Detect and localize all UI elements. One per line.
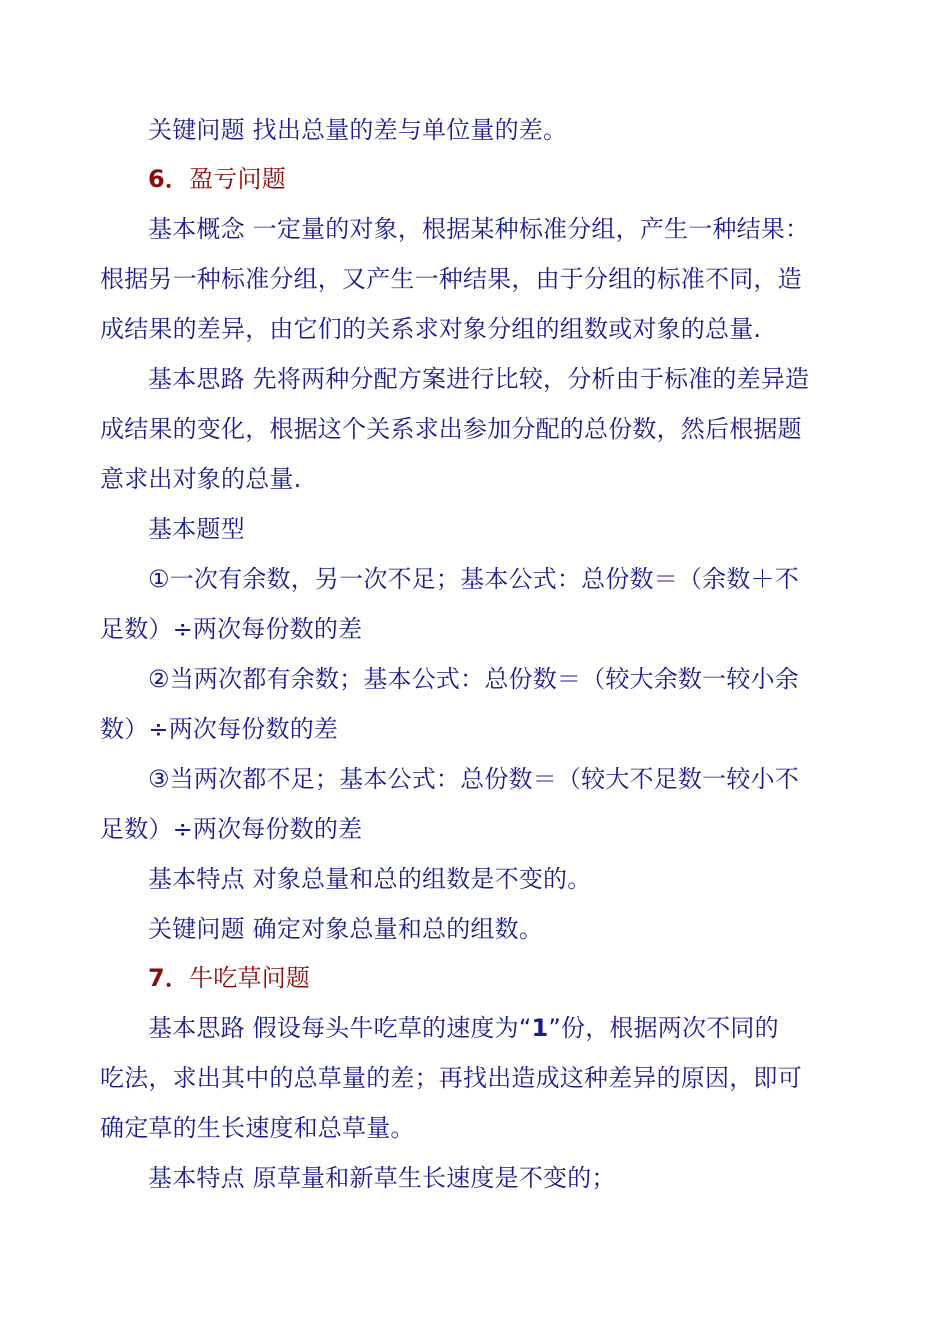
type-3-line-1: ③当两次都不足；基本公式：总份数＝（较大不足数一较小不 (148, 765, 799, 793)
basic-idea-line-2: 成结果的变化，根据这个关系求出参加分配的总份数，然后根据题 (100, 415, 802, 443)
section-heading-6 (148, 164, 286, 194)
section-title-6: 盈亏问题 (189, 165, 286, 193)
cow-idea-line-3: 确定草的生长速度和总草量。 (100, 1114, 415, 1142)
section-title-7: 牛吃草问题 (189, 964, 311, 992)
basic-idea-line-1: 基本思路 先将两种分配方案进行比较，分析由于标准的差异造 (148, 365, 810, 393)
cow-idea-line-2: 吃法，求出其中的总草量的差；再找出造成这种差异的原因，即可 (100, 1064, 802, 1092)
cow-feature-line: 基本特点 原草量和新草生长速度是不变的； (148, 1164, 616, 1192)
key-problem-line-5: 关键问题 找出总量的差与单位量的差。 (148, 116, 568, 144)
section-heading-7 (148, 963, 310, 993)
type-3-line-2: 足数）÷两次每份数的差 (100, 815, 363, 843)
type-2-line-1: ②当两次都有余数；基本公式：总份数＝（较大余数一较小余 (148, 665, 799, 693)
basic-idea-line-3: 意求出对象的总量. (100, 465, 302, 493)
cow-idea-line-1 (148, 1013, 779, 1043)
basic-concept-line-1: 基本概念 一定量的对象，根据某种标准分组，产生一种结果： (148, 215, 810, 243)
cow-idea-unit: 1 (531, 1014, 549, 1042)
cow-idea-text-c: ”份，根据两次不同的 (548, 1014, 779, 1042)
section-number-6: 6． (148, 165, 190, 193)
basic-concept-line-2: 根据另一种标准分组，又产生一种结果，由于分组的标准不同，造 (100, 265, 802, 293)
section-number-7: 7． (148, 964, 190, 992)
type-2-line-2: 数）÷两次每份数的差 (100, 715, 339, 743)
type-1-line-1: ①一次有余数，另一次不足；基本公式：总份数＝（余数＋不 (148, 565, 799, 593)
cow-idea-text-a: 基本思路 假设每头牛吃草的速度为“ (148, 1014, 532, 1042)
basic-concept-line-3: 成结果的差异，由它们的关系求对象分组的组数或对象的总量. (100, 315, 762, 343)
type-1-line-2: 足数）÷两次每份数的差 (100, 615, 363, 643)
key-problem-line-6: 关键问题 确定对象总量和总的组数。 (148, 915, 544, 943)
basic-feature-line: 基本特点 对象总量和总的组数是不变的。 (148, 865, 592, 893)
basic-types-heading: 基本题型 (148, 515, 245, 543)
